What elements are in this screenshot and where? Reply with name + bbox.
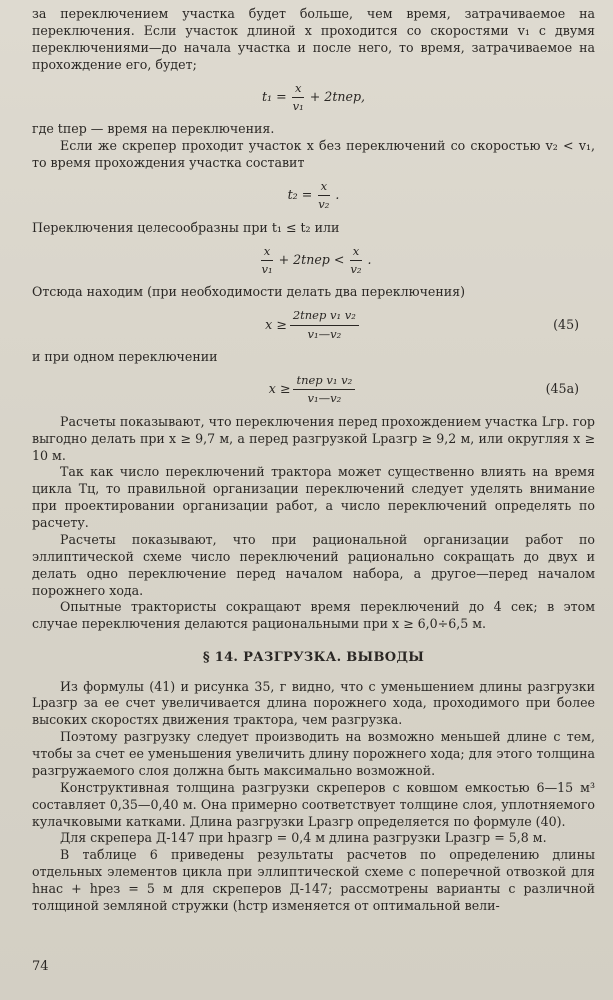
formula-inequality bbox=[32, 244, 595, 278]
paragraph: где tпер — время на переключения. bbox=[32, 121, 275, 137]
paragraph: Если же скрепер проходит участок x без переключений со скоростью v₂ < v₁, то время прохождения участка составит bbox=[32, 138, 595, 171]
fraction bbox=[258, 244, 275, 278]
paragraph: Расчеты показывают, что при рациональной организации работ по эллиптической схеме число переключений рационально сокращать до двух и делать одно переключение перед началом набора, а другое—перед началом порожнего хода. bbox=[32, 531, 595, 598]
paragraph: Конструктивная толщина разгрузки скреперов с ковшом емкостью 6—15 м³ составляет 0,35—0,40 м. Она примерно соответствует толщине слоя, уплотняемого кулачковыми катками. Длина разгрузки Lразгр определяется по формуле (40). bbox=[32, 779, 595, 829]
numerator: x bbox=[350, 244, 363, 261]
formula-rhs: + 2tпер, bbox=[309, 88, 366, 104]
numerator: x bbox=[318, 179, 331, 196]
formula-lhs: t₁ = bbox=[261, 88, 287, 104]
numerator: x bbox=[261, 244, 274, 261]
paragraph: В таблице 6 приведены результаты расчетов по определению длины отдельных элементов цикла при эллиптической схеме с поперечной отвозкой для hнас + hрез = 5 м для скреперов Д-147; рассмотрены варианты с различной толщиной земляной стружки (hстр изменяется от оптимальной вели- bbox=[32, 847, 595, 913]
section-heading: § 14. РАЗГРУЗКА. ВЫВОДЫ bbox=[202, 650, 425, 666]
formula-t2 bbox=[32, 179, 595, 213]
paragraph: Отсюда находим (при необходимости делать два переключения) bbox=[32, 284, 466, 300]
paragraph: Для скрепера Д-147 при hразгр = 0,4 м длина разгрузки Lразгр = 5,8 м. bbox=[60, 830, 547, 846]
denominator: v₁ bbox=[292, 98, 304, 113]
formula-45a bbox=[32, 373, 595, 407]
denominator: v₂ bbox=[318, 197, 330, 212]
numerator: 2tпер v₁ v₂ bbox=[290, 308, 359, 325]
numerator: tпер v₁ v₂ bbox=[293, 373, 355, 390]
formula-lhs: x ≥ bbox=[268, 381, 291, 397]
fraction bbox=[347, 244, 364, 278]
formula-middle: + 2tпер < bbox=[278, 252, 345, 268]
fraction bbox=[290, 308, 359, 342]
paragraph: Опытные трактористы сокращают время переключений до 4 сек; в этом случае переключения делаются рациональными при x ≥ 6,0÷6,5 м. bbox=[32, 599, 595, 632]
paragraph: Расчеты показывают, что переключения перед прохождением участка Lгр. гор выгодно делать при x ≥ 9,7 м, а перед разгрузкой Lразгр ≥ 9,2 м, или округляя x ≥ 10 м. bbox=[32, 413, 595, 463]
numerator: x bbox=[292, 81, 305, 98]
denominator: v₂ bbox=[350, 262, 362, 277]
paragraph: Переключения целесообразны при t₁ ≤ t₂ или bbox=[32, 219, 340, 235]
fraction bbox=[315, 179, 332, 213]
fraction bbox=[293, 373, 355, 407]
formula-t1 bbox=[32, 81, 595, 115]
paragraph: Из формулы (41) и рисунка 35, г видно, что с уменьшением длины разгрузки Lразгр за ее счет увеличивается длина порожнего хода, проходимого при более высоких скоростях движения трактора, чем разгрузка. bbox=[32, 678, 595, 728]
denominator: v₁—v₂ bbox=[307, 326, 342, 341]
paragraph: Поэтому разгрузку следует производить на возможно меньшей длине с тем, чтобы за счет ее уменьшения увеличить длину порожнего хода; для этого толщина разгружаемого слоя должна быть максимально возможной. bbox=[32, 729, 595, 778]
paragraph: и при одном переключении bbox=[32, 349, 218, 365]
equation-number: (45) bbox=[553, 316, 579, 332]
page-number: 74 bbox=[32, 959, 49, 974]
formula-tail: . bbox=[335, 187, 340, 203]
formula-45 bbox=[32, 308, 595, 342]
paragraph: Так как число переключений трактора может существенно влиять на время цикла Tц, то правильной организации переключений следует уделять внимание при проектировании организации работ, а число переключений определять по расчету. bbox=[32, 464, 595, 531]
paragraph: за переключением участка будет больше, чем время, затрачиваемое на переключения. Если участок длиной x проходится со скоростями v₁ с двумя переключениями—до начала участка и после него, то время, затрачиваемое на прохождение его, будет; bbox=[32, 6, 595, 72]
fraction bbox=[290, 81, 307, 115]
formula-tail: . bbox=[367, 252, 372, 268]
equation-number: (45а) bbox=[545, 381, 579, 397]
formula-lhs: t₂ = bbox=[287, 187, 313, 203]
formula-lhs: x ≥ bbox=[265, 316, 287, 332]
denominator: v₁ bbox=[261, 262, 273, 277]
denominator: v₁—v₂ bbox=[307, 391, 342, 406]
